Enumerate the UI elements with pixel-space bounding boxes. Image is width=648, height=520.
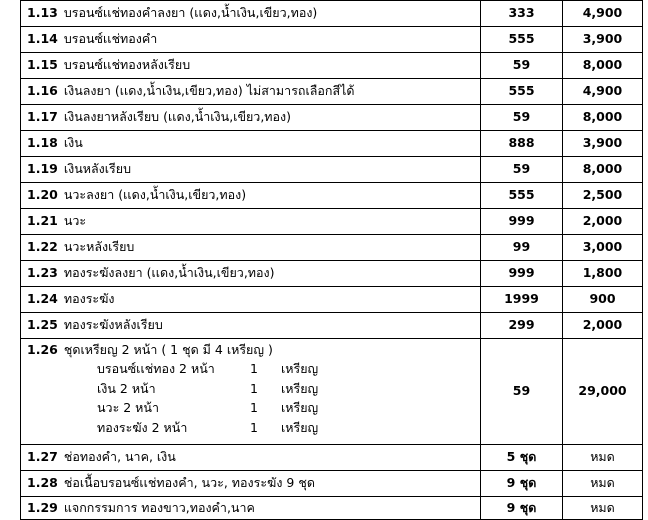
row-number: 1.19 xyxy=(27,161,58,177)
row-description-cell xyxy=(21,261,481,287)
row-price: 3,000 xyxy=(563,235,643,261)
row-number: 1.14 xyxy=(27,31,58,47)
row-price: 4,900 xyxy=(563,79,643,105)
row-quantity: 59 xyxy=(481,53,563,79)
row-text: บรอนซ์เเช่ทองคำ xyxy=(63,31,158,47)
row-number: 1.28 xyxy=(27,475,58,491)
row-price: 2,500 xyxy=(563,183,643,209)
row-quantity: 999 xyxy=(481,261,563,287)
row-quantity: 555 xyxy=(481,27,563,53)
row-text: เงิน xyxy=(63,135,83,151)
row-description-cell xyxy=(21,470,481,496)
row-text: นวะ xyxy=(63,213,87,229)
row-text: แจกกรรมการ ทองขาว,ทองคำ,นาค xyxy=(63,499,255,515)
sub-item-count: 1 xyxy=(250,419,258,435)
row-description-cell xyxy=(21,131,481,157)
row-description-cell xyxy=(21,157,481,183)
row-description-cell xyxy=(21,183,481,209)
row-number: 1.29 xyxy=(27,499,58,515)
row-number: 1.15 xyxy=(27,57,58,73)
row-text: ช่อทองคำ, นาค, เงิน xyxy=(63,449,176,465)
row-text: นวะลงยา (เเดง,น้ำเงิน,เขียว,ทอง) xyxy=(63,187,247,203)
table-row xyxy=(21,27,643,53)
row-text: ช่อเนื้อบรอนซ์เเช่ทองคำ, นวะ, ทองระฆัง 9 ชุด xyxy=(63,475,315,491)
row-price: 2,000 xyxy=(563,313,643,339)
row-price: หมด xyxy=(563,470,643,496)
sub-item-name: นวะ 2 หน้า xyxy=(97,400,159,416)
row-description-cell xyxy=(21,105,481,131)
row-price: 8,000 xyxy=(563,53,643,79)
row-text: เงินลงยาหลังเรียบ (เเดง,น้ำเงิน,เขียว,ทอง) xyxy=(63,109,292,125)
table-row xyxy=(21,496,643,519)
row-quantity: 888 xyxy=(481,131,563,157)
row-number: 1.17 xyxy=(27,109,58,125)
table-row xyxy=(21,444,643,470)
row-quantity: 555 xyxy=(481,79,563,105)
row-number: 1.21 xyxy=(27,213,58,229)
table-row xyxy=(21,209,643,235)
row-text: เงินลงยา (เเดง,น้ำเงิน,เขียว,ทอง) ไม่สามารถเลือกสีได้ xyxy=(63,83,355,99)
coin-set-items xyxy=(27,362,476,435)
table-row xyxy=(21,235,643,261)
row-description-cell xyxy=(21,235,481,261)
row-text: นวะหลังเรียบ xyxy=(63,239,135,255)
row-quantity: 555 xyxy=(481,183,563,209)
row-quantity: 59 xyxy=(481,339,563,445)
row-text: ชุดเหรียญ 2 หน้า ( 1 ชุด มี 4 เหรียญ ) xyxy=(63,342,273,357)
list-item xyxy=(27,362,476,376)
row-price: 3,900 xyxy=(563,131,643,157)
table-row xyxy=(21,313,643,339)
table-row xyxy=(21,261,643,287)
row-description-cell xyxy=(21,79,481,105)
sub-item-unit: เหรียญ xyxy=(281,361,319,377)
table-row xyxy=(21,131,643,157)
row-quantity: 59 xyxy=(481,157,563,183)
row-price: 900 xyxy=(563,287,643,313)
row-quantity: 9 ชุด xyxy=(481,470,563,496)
row-text: ทองระฆัง xyxy=(63,291,115,307)
row-text: บรอนซ์เเช่ทองหลังเรียบ xyxy=(63,57,191,73)
table-row xyxy=(21,105,643,131)
table-row xyxy=(21,1,643,27)
sub-item-name: บรอนซ์เเช่ทอง 2 หน้า xyxy=(97,361,215,377)
row-number: 1.24 xyxy=(27,291,58,307)
table-row xyxy=(21,53,643,79)
table-row xyxy=(21,183,643,209)
row-quantity: 99 xyxy=(481,235,563,261)
row-text: เงินหลังเรียบ xyxy=(63,161,132,177)
sub-item-name: ทองระฆัง 2 หน้า xyxy=(97,419,188,435)
row-price: 2,000 xyxy=(563,209,643,235)
sub-item-unit: เหรียญ xyxy=(281,400,319,416)
row-price: 3,900 xyxy=(563,27,643,53)
row-price: 4,900 xyxy=(563,1,643,27)
row-number: 1.16 xyxy=(27,83,58,99)
row-text: ทองระฆังหลังเรียบ xyxy=(63,317,163,333)
row-description-cell xyxy=(21,444,481,470)
row-quantity: 59 xyxy=(481,105,563,131)
row-description-cell xyxy=(21,313,481,339)
sub-item-unit: เหรียญ xyxy=(281,419,319,435)
row-description-cell xyxy=(21,496,481,519)
row-quantity: 333 xyxy=(481,1,563,27)
row-quantity: 1999 xyxy=(481,287,563,313)
row-quantity: 299 xyxy=(481,313,563,339)
row-price: 29,000 xyxy=(563,339,643,445)
list-item xyxy=(27,401,476,415)
sub-item-count: 1 xyxy=(250,361,258,377)
row-description-cell xyxy=(21,53,481,79)
row-number: 1.20 xyxy=(27,187,58,203)
row-price: หมด xyxy=(563,444,643,470)
table-row xyxy=(21,157,643,183)
row-number: 1.13 xyxy=(27,5,58,21)
row-number: 1.22 xyxy=(27,239,58,255)
row-number: 1.26 xyxy=(27,342,58,357)
sub-item-count: 1 xyxy=(250,400,258,416)
row-price: 1,800 xyxy=(563,261,643,287)
table-row xyxy=(21,287,643,313)
row-quantity: 999 xyxy=(481,209,563,235)
sub-item-name: เงิน 2 หน้า xyxy=(97,380,156,396)
row-description-cell xyxy=(21,209,481,235)
row-text: บรอนซ์เเช่ทองคำลงยา (เเดง,น้ำเงิน,เขียว,ทอง) xyxy=(63,5,318,21)
row-description-cell xyxy=(21,27,481,53)
price-table xyxy=(20,0,643,520)
table-body xyxy=(21,1,643,520)
row-quantity: 5 ชุด xyxy=(481,444,563,470)
list-item xyxy=(27,421,476,435)
table-row-coin-set xyxy=(21,339,643,445)
row-price: 8,000 xyxy=(563,157,643,183)
row-price: 8,000 xyxy=(563,105,643,131)
row-number: 1.18 xyxy=(27,135,58,151)
table-row xyxy=(21,470,643,496)
row-price: หมด xyxy=(563,496,643,519)
row-quantity: 9 ชุด xyxy=(481,496,563,519)
sub-item-count: 1 xyxy=(250,380,258,396)
row-text: ทองระฆังลงยา (เเดง,น้ำเงิน,เขียว,ทอง) xyxy=(63,265,275,281)
row-number: 1.23 xyxy=(27,265,58,281)
table-row xyxy=(21,79,643,105)
row-number: 1.27 xyxy=(27,449,58,465)
row-description-cell xyxy=(21,287,481,313)
sub-item-unit: เหรียญ xyxy=(281,380,319,396)
row-number: 1.25 xyxy=(27,317,58,333)
list-item xyxy=(27,382,476,396)
coin-set-description-cell xyxy=(21,339,481,445)
row-description-cell xyxy=(21,1,481,27)
